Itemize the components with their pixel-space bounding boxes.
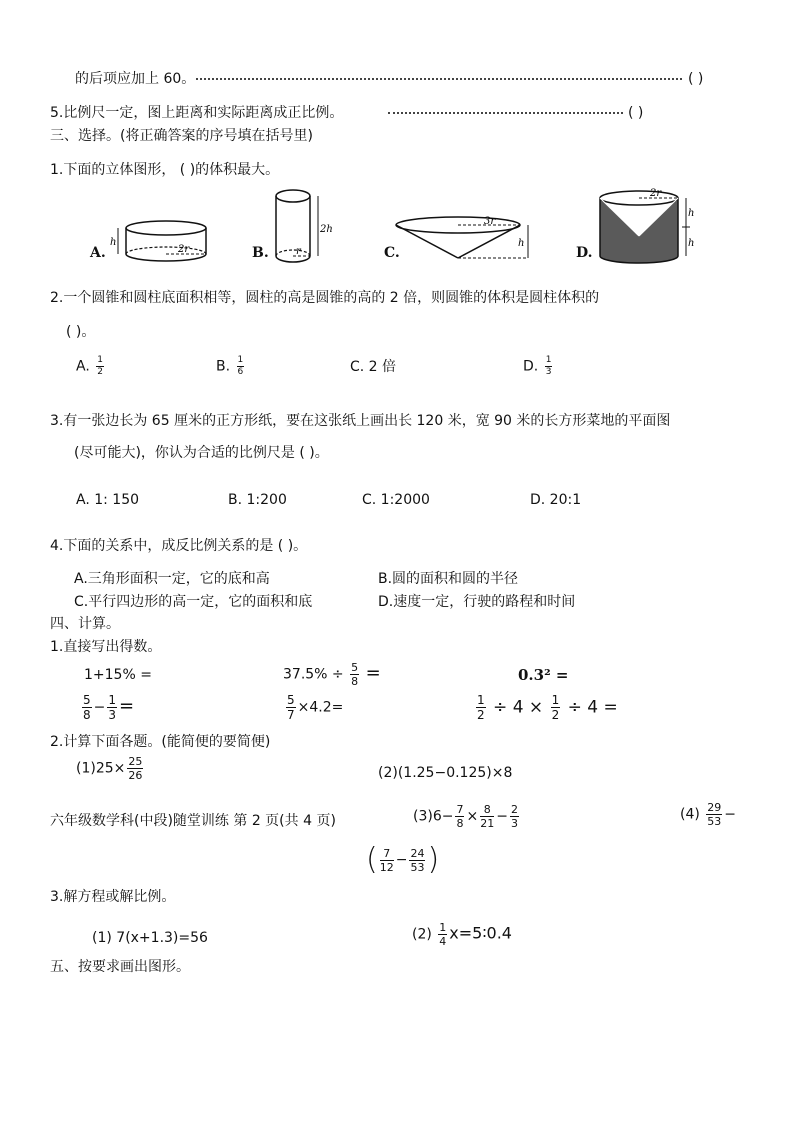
fraction [107,694,117,721]
section-4-title: 四、计算。 [50,616,120,632]
answer-blank[interactable]: ( ) [628,105,644,121]
denominator: 6 [237,367,244,377]
expr-text: x=5∶0.4 [449,923,512,943]
problem-2: (2)(1.25−0.125)×8 [378,765,513,781]
expr-3: 0.3² = [518,666,569,684]
fraction [380,848,394,873]
right-paren: ) [427,842,440,877]
expr-text: ×4.2= [297,699,344,716]
operator: × [466,808,479,825]
fraction [510,804,519,829]
question-text: 的后项应加上 60。 [75,71,196,87]
s3-question-3-line2: (尽可能大)，你认为合适的比例尺是 ( )。 [74,445,329,461]
equals-sign: = [119,695,135,717]
option-b[interactable]: B.圆的面积和圆的半径 [378,571,519,587]
numerator: 25 [128,755,143,768]
denominator: 2 [551,708,560,722]
denominator: 7 [287,708,295,722]
option-b[interactable]: B. 1:200 [228,492,287,508]
option-c[interactable]: C. 1:2000 [362,492,430,508]
label-3r: 3r [484,216,496,227]
page-footer: 六年级数学科(中段)随堂训练 第 2 页(共 4 页) [50,813,336,829]
fraction [545,356,553,377]
s3-question-4: 4.下面的关系中，成反比例关系的是 ( )。 [50,538,308,554]
denominator: 3 [108,708,117,722]
option-letter: D. [523,358,539,375]
fraction [409,848,425,873]
cylinder-cone-d-figure [594,184,699,270]
numerator: 5 [351,661,359,674]
denominator: 8 [456,817,464,830]
label-2h: 2h [320,224,333,235]
denominator: 21 [480,817,495,830]
section-3-title: 三、选择。(将正确答案的序号填在括号里) [50,128,313,144]
option-a[interactable]: A.三角形面积一定，它的底和高 [74,571,270,587]
numerator: 5 [83,693,91,707]
expr-6 [474,694,618,721]
problem-4 [680,802,736,827]
section-5-title: 五、按要求画出图形。 [50,959,190,975]
numerator: 2 [510,803,518,816]
operator: − [93,699,106,716]
option-d[interactable] [523,356,554,377]
s4-question-3: 3.解方程或解比例。 [50,889,176,905]
fraction [96,356,104,377]
numerator: 1 [439,921,447,934]
denominator: 3 [545,367,552,377]
numerator: 1 [108,693,117,707]
option-letter: B. [216,358,231,375]
numerator: 1 [97,355,103,365]
s3-question-1: 1.下面的立体图形， ( )的体积最大。 [50,162,280,178]
denominator: 2 [477,708,485,722]
problem-4-bracket-expr [366,842,440,877]
expr-5 [284,694,343,721]
numerator: 29 [707,801,722,814]
label-h-top: h [688,208,695,219]
label-2r: 2r [178,244,190,255]
option-d-letter[interactable]: D. [576,245,593,261]
fraction [438,922,447,947]
expr-text: (1)25× [76,760,126,777]
equation-2 [412,922,512,947]
dotted-leader [388,112,623,114]
expr-1: 1+15% = [84,667,152,683]
operator: − [724,806,737,823]
numerator: 5 [287,693,295,707]
equals-sign: = [365,662,381,684]
question-5: 5.比例尺一定，图上距离和实际距离成正比例。 [50,105,344,121]
denominator: 4 [439,935,447,948]
denominator: 8 [351,675,359,688]
option-c-letter[interactable]: C. [384,245,400,261]
option-d[interactable]: D.速度一定，行驶的路程和时间 [378,594,576,610]
cone-c-figure [392,212,537,262]
numerator: 8 [480,804,494,817]
numerator: 1 [545,355,552,365]
numerator: 24 [410,846,425,860]
expr-text: (4) [680,806,700,823]
problem-1 [76,756,145,781]
label-h: h [518,238,525,249]
expr-2 [283,662,381,687]
operator: − [496,808,508,825]
fraction [82,694,92,721]
dotted-leader [196,78,682,80]
option-c[interactable]: C.平行四边形的高一定，它的面积和底 [74,594,313,610]
fraction [127,756,143,781]
option-a[interactable]: A. 1: 150 [76,492,140,508]
s4-question-2: 2.计算下面各题。(能简便的要简便) [50,734,271,750]
option-a[interactable] [76,356,106,377]
option-a-letter[interactable]: A. [90,245,106,261]
option-d[interactable]: D. 20:1 [530,492,582,508]
label-r: r [296,246,301,257]
s3-question-2: 2.一个圆锥和圆柱底面积相等，圆柱的高是圆锥的高的 2 倍，则圆锥的体积是圆柱体积的 [50,290,600,306]
numerator: 7 [456,803,464,816]
numerator: 1 [551,693,560,707]
left-paren: ( [366,842,378,877]
fraction [551,694,561,721]
fraction [476,694,486,721]
numerator: 1 [477,693,485,707]
cylinder-b-figure [270,186,340,268]
answer-blank[interactable]: ( ) [688,71,704,87]
fraction [480,804,494,829]
expr-text: ÷ 4 × [493,697,544,718]
fraction [286,694,296,721]
denominator: 26 [128,769,143,782]
denominator: 8 [83,708,91,722]
expr-4 [80,694,134,721]
denominator: 53 [410,860,425,874]
denominator: 3 [510,817,518,830]
question-continuation [75,72,195,86]
cylinder-a-figure [108,216,210,268]
expr-text: (3)6− [413,808,454,825]
fraction [350,662,359,687]
denominator: 12 [379,860,394,874]
fraction [706,802,722,827]
denominator: 2 [97,367,103,377]
option-b[interactable] [216,356,246,377]
label-h-bottom: h [688,238,695,249]
s4-question-1: 1.直接写出得数。 [50,639,162,655]
option-b-letter[interactable]: B. [252,245,269,261]
equation-1: (1) 7(x+1.3)=56 [92,930,208,946]
expr-text: (2) [412,926,432,943]
answer-blank[interactable]: ( )。 [66,324,96,340]
expr-text: 37.5% ÷ [283,666,344,683]
problem-3 [413,804,521,829]
label-2r: 2r [650,188,662,199]
fraction [455,804,464,829]
fraction [237,356,245,377]
option-c[interactable]: C. 2 倍 [350,359,397,375]
s3-question-3: 3.有一张边长为 65 厘米的正方形纸，要在这张纸上画出长 120 米，宽 90 米的长方形菜地的平面图 [50,413,671,429]
expr-text: ÷ 4 = [567,697,618,718]
numerator: 7 [380,848,394,861]
label-h: h [110,237,117,248]
denominator: 53 [707,815,722,828]
numerator: 1 [237,355,244,365]
operator: − [395,852,408,868]
option-letter: A. [76,358,90,375]
